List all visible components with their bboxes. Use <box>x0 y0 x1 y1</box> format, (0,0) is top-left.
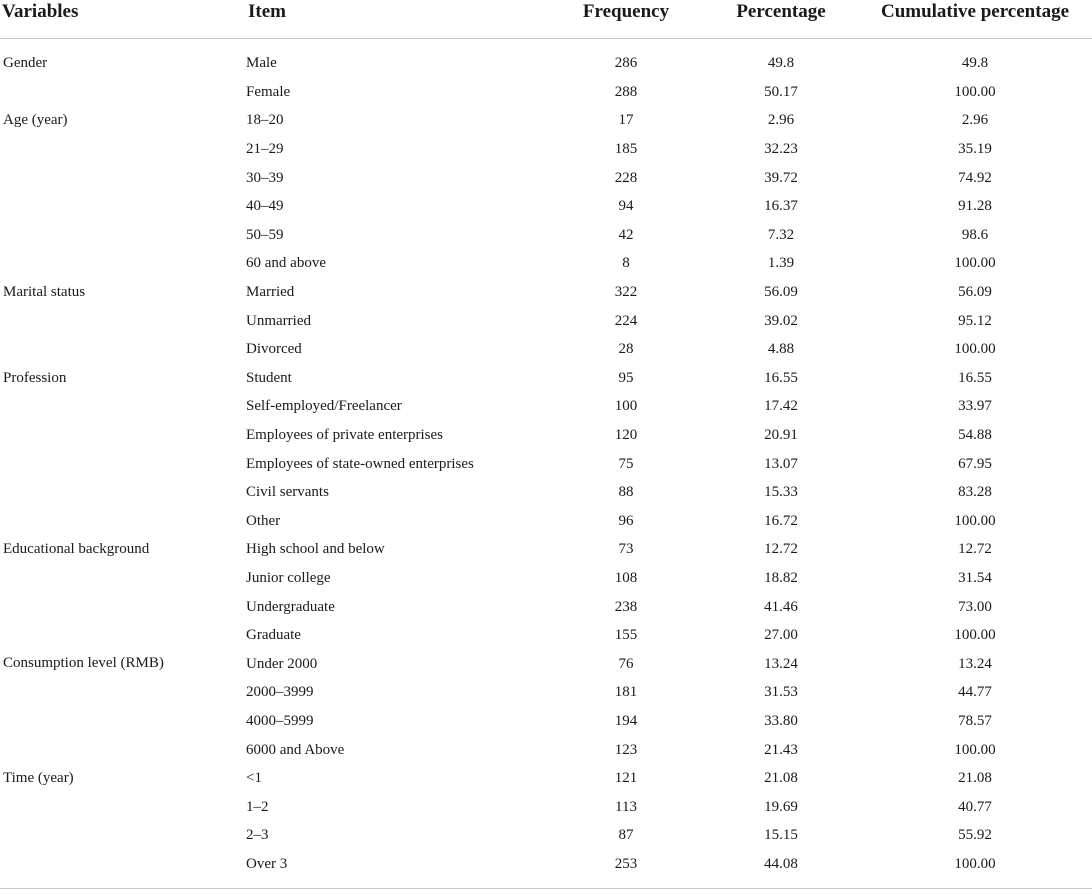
table-row <box>0 649 1092 678</box>
frequency-cell: 322 <box>614 284 638 301</box>
cumulative-percentage-cell: 91.28 <box>958 198 992 215</box>
item-cell: Under 2000 <box>246 655 318 672</box>
table-row <box>0 364 1092 393</box>
table-row <box>0 764 1092 793</box>
percentage-cell: 13.07 <box>764 455 798 472</box>
item-cell: Employees of state-owned enterprises <box>246 455 474 472</box>
table-row <box>0 478 1092 507</box>
cumulative-percentage-cell: 56.09 <box>958 284 992 301</box>
table-row <box>0 678 1092 707</box>
frequency-cell: 224 <box>614 312 638 329</box>
frequency-cell: 75 <box>618 455 634 472</box>
percentage-cell: 21.43 <box>764 741 798 758</box>
percentage-cell: 50.17 <box>764 83 798 100</box>
table-row <box>0 39 1092 78</box>
table-row <box>0 821 1092 850</box>
item-cell: Female <box>246 83 291 100</box>
cumulative-percentage-cell: 100.00 <box>954 512 996 529</box>
cumulative-percentage-cell: 44.77 <box>958 684 992 701</box>
variable-cell: Age (year) <box>3 112 68 129</box>
item-cell: Divorced <box>246 341 302 358</box>
variable-cell <box>0 564 246 593</box>
variable-cell <box>0 392 246 421</box>
frequency-cell: 8 <box>622 255 630 272</box>
cumulative-percentage-cell: 100.00 <box>954 255 996 272</box>
cumulative-percentage-cell: 98.6 <box>961 226 989 243</box>
variable-cell <box>0 421 246 450</box>
item-cell: 21–29 <box>246 141 284 158</box>
item-cell: High school and below <box>246 541 385 558</box>
frequency-cell: 113 <box>615 798 637 815</box>
frequency-cell: 76 <box>618 655 634 672</box>
item-cell: Other <box>246 512 281 529</box>
table-row <box>0 306 1092 335</box>
table-row <box>0 592 1092 621</box>
variable-cell <box>0 478 246 507</box>
cumulative-percentage-cell: 83.28 <box>958 484 992 501</box>
variable-cell <box>0 592 246 621</box>
item-cell: Student <box>246 369 292 386</box>
cumulative-percentage-cell: 95.12 <box>958 312 992 329</box>
cumulative-percentage-cell: 12.72 <box>958 541 992 558</box>
variable-cell <box>0 850 246 879</box>
header-item: Item <box>246 0 548 39</box>
frequency-cell: 181 <box>614 684 638 701</box>
item-cell: <1 <box>246 770 262 787</box>
cumulative-percentage-cell: 49.8 <box>961 55 989 72</box>
variable-cell <box>0 821 246 850</box>
cumulative-percentage-cell: 100.00 <box>954 341 996 358</box>
variable-cell <box>0 678 246 707</box>
percentage-cell: 12.72 <box>764 541 798 558</box>
item-cell: Undergraduate <box>246 598 335 615</box>
variable-cell <box>0 163 246 192</box>
item-cell: Unmarried <box>246 312 311 329</box>
variable-cell <box>0 78 246 107</box>
cumulative-percentage-cell: 35.19 <box>958 141 992 158</box>
variable-cell <box>0 449 246 478</box>
variable-cell <box>0 221 246 250</box>
table-row <box>0 792 1092 821</box>
percentage-cell: 49.8 <box>767 55 795 72</box>
cumulative-percentage-cell: 21.08 <box>958 770 992 787</box>
percentage-cell: 41.46 <box>764 598 798 615</box>
item-cell: Civil servants <box>246 484 329 501</box>
table-row <box>0 106 1092 135</box>
table-row <box>0 449 1092 478</box>
table-row <box>0 735 1092 764</box>
frequency-cell: 194 <box>614 712 638 729</box>
item-cell: Male <box>246 55 277 72</box>
variable-cell: Marital status <box>3 283 86 300</box>
cumulative-percentage-cell: 67.95 <box>958 455 992 472</box>
item-cell: Junior college <box>246 569 331 586</box>
table-row <box>0 850 1092 879</box>
cumulative-percentage-cell: 74.92 <box>958 169 992 186</box>
variable-cell: Gender <box>3 55 48 71</box>
percentage-cell: 15.33 <box>764 484 798 501</box>
header-frequency: Frequency <box>548 0 704 39</box>
percentage-cell: 4.88 <box>767 341 795 358</box>
percentage-cell: 31.53 <box>764 684 798 701</box>
percentage-cell: 20.91 <box>764 427 798 444</box>
percentage-cell: 2.96 <box>767 112 795 129</box>
table-row <box>0 564 1092 593</box>
percentage-cell: 13.24 <box>764 655 798 672</box>
frequency-cell: 88 <box>618 484 634 501</box>
variable-cell <box>0 192 246 221</box>
table-row <box>0 335 1092 364</box>
item-cell: 6000 and Above <box>246 741 345 758</box>
variable-cell <box>0 507 246 536</box>
table-row <box>0 392 1092 421</box>
variable-cell: Profession <box>3 369 67 386</box>
frequency-cell: 96 <box>618 512 634 529</box>
item-cell: 2000–3999 <box>246 684 314 701</box>
table-row <box>0 249 1092 278</box>
variable-cell: Consumption level (RMB) <box>3 655 164 672</box>
cumulative-percentage-cell: 78.57 <box>958 712 992 729</box>
percentage-cell: 19.69 <box>764 798 798 815</box>
table-row <box>0 78 1092 107</box>
variable-cell <box>0 735 246 764</box>
percentage-cell: 16.37 <box>764 198 798 215</box>
variable-cell <box>0 135 246 164</box>
cumulative-percentage-cell: 100.00 <box>954 83 996 100</box>
frequency-cell: 73 <box>618 541 634 558</box>
cumulative-percentage-cell: 100.00 <box>954 627 996 644</box>
variable-cell <box>0 306 246 335</box>
frequency-cell: 286 <box>614 55 638 72</box>
item-cell: 18–20 <box>246 112 284 129</box>
table-header <box>0 0 1092 39</box>
percentage-cell: 44.08 <box>764 855 798 872</box>
item-cell: Married <box>246 284 295 301</box>
item-cell: 50–59 <box>246 226 284 243</box>
percentage-cell: 39.72 <box>764 169 798 186</box>
percentage-cell: 27.00 <box>764 627 798 644</box>
variable-cell <box>0 792 246 821</box>
item-cell: 60 and above <box>246 255 326 272</box>
cumulative-percentage-cell: 40.77 <box>958 798 992 815</box>
cumulative-percentage-cell: 33.97 <box>958 398 992 415</box>
cumulative-percentage-cell: 31.54 <box>958 569 992 586</box>
item-cell: 2–3 <box>246 827 269 844</box>
item-cell: 1–2 <box>246 798 269 815</box>
variable-cell: Time (year) <box>3 769 74 786</box>
header-cumulative-percentage: Cumulative percentage <box>858 0 1092 39</box>
table-row <box>0 192 1092 221</box>
frequency-cell: 121 <box>614 770 638 787</box>
percentage-cell: 18.82 <box>764 569 798 586</box>
table-row <box>0 535 1092 564</box>
frequency-cell: 95 <box>618 369 634 386</box>
frequency-cell: 123 <box>614 741 638 758</box>
frequency-cell: 100 <box>614 398 638 415</box>
percentage-cell: 56.09 <box>764 284 798 301</box>
cumulative-percentage-cell: 54.88 <box>958 427 992 444</box>
frequency-cell: 42 <box>618 226 634 243</box>
table-body <box>0 39 1092 879</box>
frequency-cell: 253 <box>614 855 638 872</box>
item-cell: 4000–5999 <box>246 712 314 729</box>
percentage-cell: 33.80 <box>764 712 798 729</box>
variable-cell: Educational background <box>3 541 150 558</box>
item-cell: Self-employed/Freelancer <box>246 398 402 415</box>
cumulative-percentage-cell: 100.00 <box>954 741 996 758</box>
cumulative-percentage-cell: 2.96 <box>961 112 989 129</box>
frequency-cell: 120 <box>614 427 638 444</box>
frequency-cell: 87 <box>618 827 634 844</box>
item-cell: 30–39 <box>246 169 284 186</box>
table-row <box>0 163 1092 192</box>
variable-cell <box>0 621 246 650</box>
table-row <box>0 135 1092 164</box>
percentage-cell: 7.32 <box>767 226 795 243</box>
table-row <box>0 707 1092 736</box>
frequency-cell: 288 <box>614 83 638 100</box>
variable-cell <box>0 707 246 736</box>
table-row <box>0 278 1092 307</box>
cumulative-percentage-cell: 13.24 <box>958 655 992 672</box>
frequency-cell: 238 <box>614 598 638 615</box>
header-percentage: Percentage <box>704 0 858 39</box>
table-row <box>0 621 1092 650</box>
item-cell: Graduate <box>246 627 301 644</box>
frequency-cell: 108 <box>614 569 638 586</box>
frequency-cell: 228 <box>614 169 638 186</box>
header-variables: Variables <box>0 0 246 39</box>
percentage-cell: 17.42 <box>764 398 798 415</box>
frequency-cell: 17 <box>618 112 634 129</box>
variable-cell <box>0 335 246 364</box>
table-row <box>0 507 1092 536</box>
percentage-cell: 16.72 <box>764 512 798 529</box>
bottom-rule <box>0 888 1092 889</box>
item-cell: 40–49 <box>246 198 284 215</box>
percentage-cell: 16.55 <box>764 369 798 386</box>
frequency-cell: 155 <box>614 627 638 644</box>
header-row <box>0 0 1092 39</box>
percentage-cell: 15.15 <box>764 827 798 844</box>
cumulative-percentage-cell: 16.55 <box>958 369 992 386</box>
cumulative-percentage-cell: 55.92 <box>958 827 992 844</box>
percentage-cell: 32.23 <box>764 141 798 158</box>
percentage-cell: 39.02 <box>764 312 798 329</box>
item-cell: Employees of private enterprises <box>246 427 444 444</box>
cumulative-percentage-cell: 100.00 <box>954 855 996 872</box>
frequency-cell: 185 <box>614 141 638 158</box>
item-cell: Over 3 <box>246 855 288 872</box>
variable-cell <box>0 249 246 278</box>
frequency-cell: 94 <box>618 198 634 215</box>
table-row <box>0 421 1092 450</box>
frequency-cell: 28 <box>618 341 634 358</box>
percentage-cell: 21.08 <box>764 770 798 787</box>
percentage-cell: 1.39 <box>767 255 795 272</box>
cumulative-percentage-cell: 73.00 <box>958 598 992 615</box>
table-row <box>0 221 1092 250</box>
